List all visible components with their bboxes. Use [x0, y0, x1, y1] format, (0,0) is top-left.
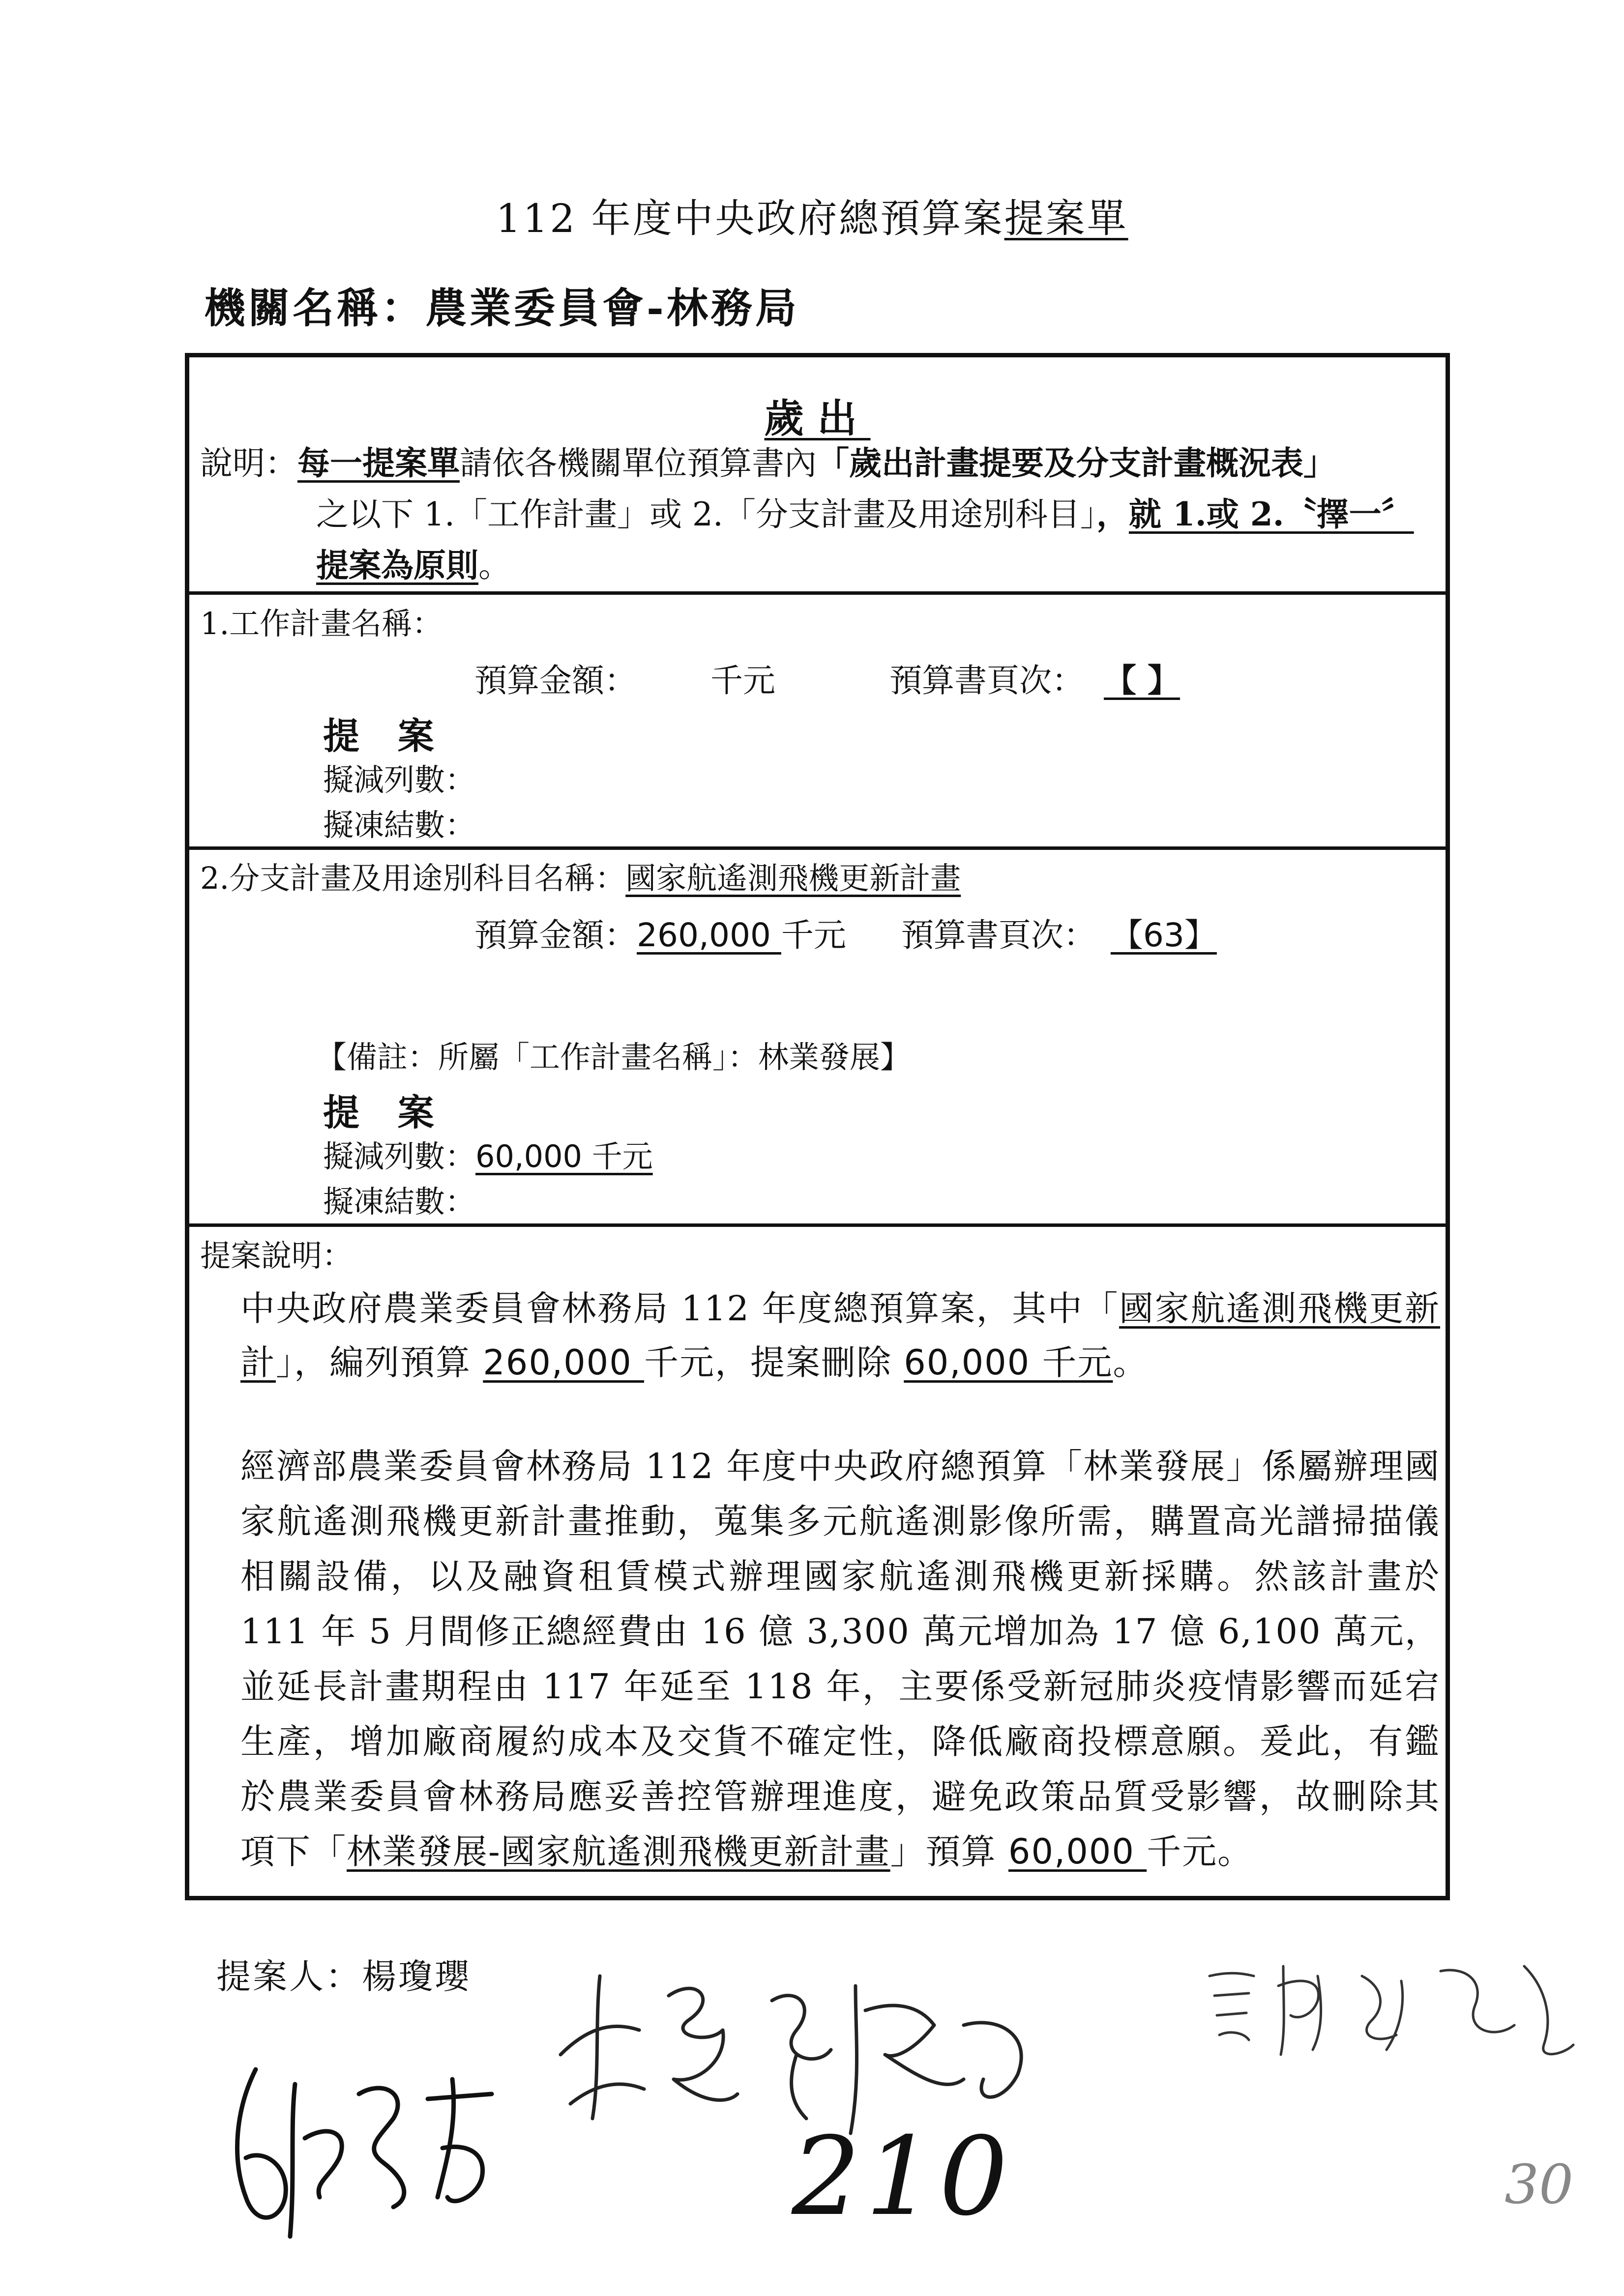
instructions-line-3: 提案為原則。: [316, 546, 511, 584]
proposer-line: 提案人：楊瓊瓔: [216, 1956, 471, 1997]
expenditure-heading: 歲出: [764, 395, 871, 441]
handwritten-corner-number: 30: [1505, 2153, 1573, 2216]
signature-2-handwritten: [1200, 1947, 1583, 2064]
proposer-name: 楊瓊瓔: [362, 1956, 471, 1997]
section2-plan-name: 國家航遙測飛機更新計畫: [625, 860, 961, 896]
section2-proposal-heading: 提 案: [323, 1092, 447, 1134]
divider: [189, 591, 1446, 595]
document-title: 112 年度中央政府總預算案提案單: [496, 196, 1128, 241]
instructions-line-1: 說明：每一提案單請依各機關單位預算書內「歲出計畫提要及分支計畫概況表」: [200, 444, 1336, 482]
section2-page-value: 【63】: [1110, 916, 1217, 954]
title-underlined: 提案單: [1004, 196, 1128, 241]
divider: [189, 1223, 1446, 1227]
section1-reduce-line: 擬減列數：: [323, 762, 476, 798]
section2-label-line: 2.分支計畫及用途別科目名稱：國家航遙測飛機更新計畫: [200, 860, 961, 896]
handwritten-number: 210: [792, 2114, 1013, 2239]
section1-freeze-line: 擬凍結數：: [323, 807, 476, 843]
divider: [189, 846, 1446, 850]
section2-freeze-line: 擬凍結數：: [323, 1184, 476, 1220]
section1-proposal-heading: 提 案: [323, 715, 447, 757]
section2-remark: 【備註：所屬「工作計畫名稱」：林業發展】: [316, 1039, 911, 1075]
section2-budget-line: 預算金額：260,000 千元 預算書頁次： 【63】: [474, 912, 1248, 959]
explanation-label: 提案說明：: [200, 1238, 353, 1274]
section2-budget-value: 260,000: [637, 916, 781, 954]
proposal-form: [185, 353, 1450, 1900]
section1-budget-line: 預算金額： 千元 預算書頁次： 【 】: [474, 657, 1227, 704]
section2-reduce-value: 60,000 千元: [475, 1138, 653, 1174]
section1-label: 1.工作計畫名稱：: [200, 606, 443, 641]
agency-name: 農業委員會-林務局: [425, 284, 799, 332]
signature-3-handwritten: [216, 2050, 521, 2256]
section2-reduce-line: 擬減列數：60,000 千元: [323, 1138, 653, 1174]
explanation-paragraph-2: 經濟部農業委員會林務局 112 年度中央政府總預算「林業發展」係屬辦理國家航遙測飛機更新計畫推動，蒐集多元航遙測影像所需，購置高光譜掃描儀相關設備，以及融資租賃模式辦理國家航遙測飛機更新採購。然該計畫於 111 年 5 月間修正總經費由 16 億 3,300 萬元增加為 17 億 6,100 萬元，並延長計畫期程由 117 年延至 118 年，主要係受新冠肺炎疫情影響而延宕生產，增加廠商履約成本及交貨不確定性，降低廠商投標意願。爰此，有鑑於農業委員會林務局應妥善控管辦理進度，避免政策品質受影響，故刪除其項下「林業發展-國家航遙測飛機更新計畫」預算 60,000 千元。: [240, 1446, 1440, 1872]
section1-page-value: 【 】: [1103, 662, 1180, 699]
instructions-line-2: 之以下 1.「工作計畫」或 2.「分支計畫及用途別科目」，就 1.或 2.〝擇一〞: [316, 495, 1414, 533]
explanation-paragraph-1: 中央政府農業委員會林務局 112 年度總預算案，其中「國家航遙測飛機更新計」，編列預算 260,000 千元，提案刪除 60,000 千元。: [240, 1288, 1441, 1383]
agency-line: 機關名稱：農業委員會-林務局: [204, 284, 799, 332]
